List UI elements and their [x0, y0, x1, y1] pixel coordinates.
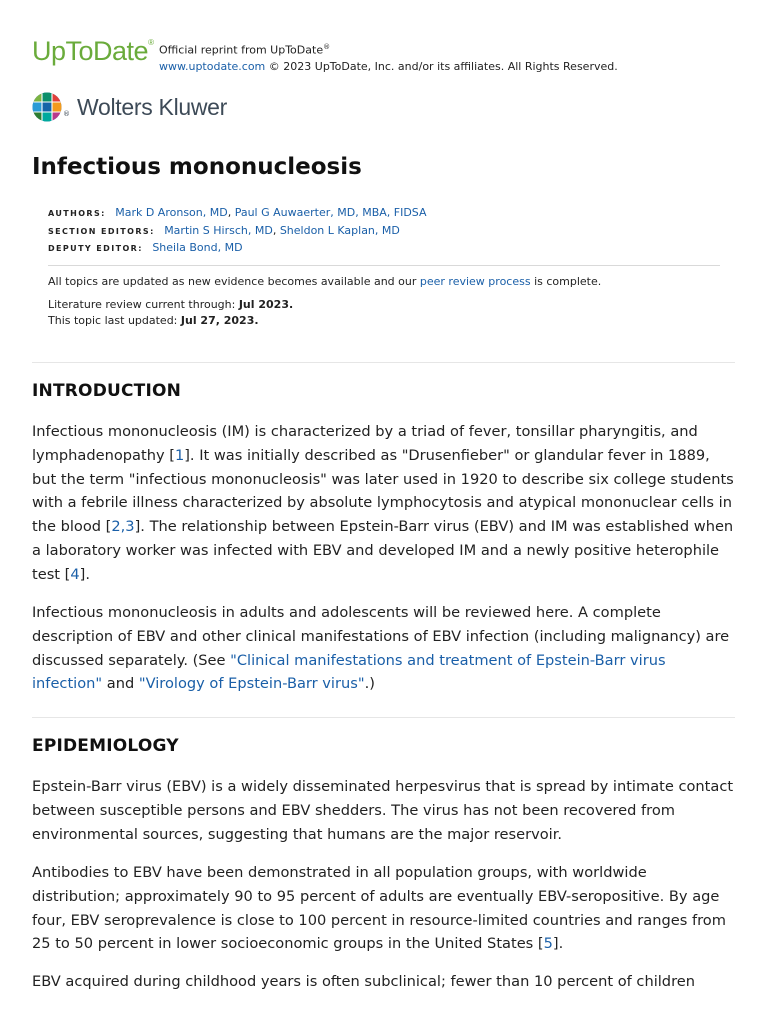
intro-p2-text-3: .): [364, 675, 375, 693]
update-note-end: is complete.: [530, 274, 602, 288]
intro-p2-text-2: and: [102, 675, 139, 693]
epi-p2-text-1: Antibodies to EBV have been demonstrated in all population groups, with worldwide distribution; approximately 90 to 95 percent of adults are eventually EBV-seropositive. By age four, EBV seroprevalence is close to 100 percent in resource-limited countries and ranges from 25 to 50 percent in lower socioeconomic groups in the United States [: [32, 864, 726, 953]
intro-p1-text-3: ]. The relationship between Epstein-Barr virus (EBV) and IM was established when a laboratory worker was infected with EBV and developed IM and a newly positive heterophile test [: [32, 518, 734, 583]
topic-metadata: [48, 205, 720, 329]
update-note-text: All topics are updated as new evidence becomes available and our: [48, 274, 420, 288]
section-editors-label: SECTION EDITORS:: [48, 226, 155, 236]
wolters-kluwer-globe-icon: [32, 92, 62, 122]
author-link-aronson[interactable]: Mark D Aronson, MD: [115, 206, 228, 219]
section-editor-link-kaplan[interactable]: Sheldon L Kaplan, MD: [279, 223, 400, 237]
last-updated-date: Jul 27, 2023.: [180, 313, 259, 327]
section-editors-row: SECTION EDITORS: Martin S Hirsch, MD, Sheldon L Kaplan, MD: [48, 223, 400, 237]
epidemiology-heading: EPIDEMIOLOGY: [32, 736, 179, 756]
uptodate-site-link[interactable]: www.uptodate.com: [159, 59, 266, 73]
reprint-mark: ®: [323, 43, 331, 51]
reference-link-1[interactable]: 1: [174, 446, 185, 464]
review-dates: [48, 297, 720, 329]
deputy-editor-label: DEPUTY EDITOR:: [48, 244, 143, 253]
wolters-kluwer-mark: ®: [63, 110, 70, 118]
reprint-notice: [159, 39, 618, 75]
ebv-clinical-manifestations-link[interactable]: "Clinical manifestations and treatment of Epstein-Barr virus infection": [32, 651, 666, 693]
epi-p2-text-2: ].: [552, 935, 564, 953]
section-editor-link-hirsch[interactable]: Martin S Hirsch, MD: [164, 223, 273, 237]
peer-review-link[interactable]: peer review process: [419, 274, 531, 288]
reference-link-5[interactable]: 5: [543, 935, 553, 953]
epidemiology-paragraph-2: [32, 861, 736, 956]
reprint-line: Official reprint from UpToDate: [159, 43, 324, 57]
meta-divider: [48, 265, 720, 266]
last-updated-label: This topic last updated:: [48, 313, 181, 327]
lit-review-label: Literature review current through:: [48, 297, 239, 311]
section-divider: [32, 717, 735, 718]
deputy-editor-link-bond[interactable]: Sheila Bond, MD: [152, 241, 243, 254]
wolters-kluwer-logo[interactable]: [32, 92, 227, 122]
intro-p1-text-4: ].: [79, 565, 90, 583]
reference-link-2-3[interactable]: 2,3: [111, 518, 135, 536]
author-link-auwaerter[interactable]: Paul G Auwaerter, MD, MBA, FIDSA: [234, 206, 427, 219]
page-title: Infectious mononucleosis: [32, 154, 362, 180]
deputy-editor-row: [48, 240, 720, 258]
copyright-text: © 2023 UpToDate, Inc. and/or its affiliates. All Rights Reserved.: [268, 59, 618, 73]
introduction-paragraph-2: [32, 601, 736, 696]
wolters-kluwer-text: Wolters Kluwer: [77, 93, 228, 120]
update-note: [48, 274, 720, 290]
authors-label: AUTHORS:: [48, 209, 106, 218]
uptodate-logo-text: UpToDate: [32, 36, 149, 66]
intro-p2-text-1: Infectious mononucleosis in adults and adolescents will be reviewed here. A complete description of EBV and other clinical manifestations of EBV infection (including malignancy) are discussed separately. (See: [32, 604, 730, 669]
intro-p1-text-1: Infectious mononucleosis (IM) is characterized by a triad of fever, tonsillar pharyngitis, and lymphadenopathy [: [32, 423, 698, 464]
introduction-heading: INTRODUCTION: [32, 381, 182, 401]
introduction-paragraph-1: [32, 420, 736, 587]
reference-link-4[interactable]: 4: [70, 565, 80, 583]
ebv-virology-link[interactable]: "Virology of Epstein-Barr virus": [138, 675, 365, 693]
intro-p1-text-2: ]. It was initially described as "Drusenfieber" or glandular fever in 1889, but the term "infectious mononucleosis" was later used in 1920 to describe six college students with a febrile illness characterized by absolute lymphocytosis and atypical mononuclear cells in the blood [: [32, 446, 734, 536]
uptodate-logo-mark: ®: [148, 38, 154, 47]
epidemiology-paragraph-3: EBV acquired during childhood years is often subclinical; fewer than 10 percent of children: [32, 973, 695, 990]
lit-review-date: Jul 2023.: [238, 297, 294, 311]
section-divider: [32, 362, 735, 363]
uptodate-logo[interactable]: [32, 36, 153, 67]
epidemiology-paragraph-1: Epstein-Barr virus (EBV) is a widely disseminated herpesvirus that is spread by intimate contact between susceptible persons and EBV shedders. The virus has not been recovered from environmental sources, suggesting that humans are the major reservoir.: [32, 778, 734, 843]
authors-row: AUTHORS: Mark D Aronson, MD, Paul G Auwaerter, MD, MBA, FIDSA: [48, 206, 427, 219]
